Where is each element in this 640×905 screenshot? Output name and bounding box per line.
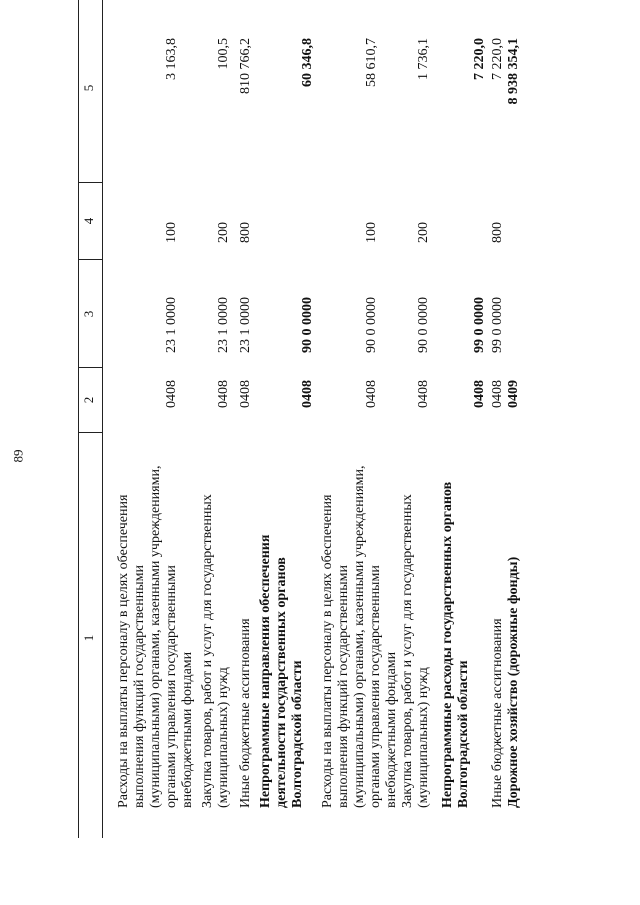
desc-line: Волгоградской области	[456, 660, 471, 808]
desc-line: (муниципальных) нужд	[416, 667, 431, 808]
row-description	[116, 413, 196, 808]
section-code: 0408	[472, 380, 487, 408]
section-code: 0408	[490, 380, 505, 408]
target-article: 23 1 0000	[238, 297, 253, 353]
expense-type: 800	[238, 222, 253, 243]
desc-line: Расходы на выплаты персоналу в целях обеспечения	[116, 494, 131, 808]
column-divider	[78, 259, 102, 260]
desc-line: внебюджетными фондами	[180, 651, 195, 808]
section-code: 0408	[300, 380, 315, 408]
row-description	[400, 413, 432, 808]
amount: 3 163,8	[164, 38, 179, 80]
target-article: 90 0 0000	[300, 297, 315, 353]
target-article: 99 0 0000	[490, 297, 505, 353]
row-description	[200, 413, 232, 808]
table-header-bottom-border	[102, 0, 103, 838]
row-description	[506, 413, 522, 808]
target-article: 99 0 0000	[472, 297, 487, 353]
column-divider	[78, 367, 102, 368]
amount: 58 610,7	[364, 38, 379, 87]
row-description	[320, 413, 400, 808]
column-divider	[78, 182, 102, 183]
amount: 8 938 354,1	[506, 38, 521, 105]
expense-type: 800	[490, 222, 505, 243]
desc-line: деятельности государственных органов	[274, 557, 289, 808]
desc-line: выполнения функций государственными	[336, 565, 351, 808]
desc-line: Волгоградской области	[290, 660, 305, 808]
amount: 7 220,0	[490, 38, 505, 80]
amount: 1 736,1	[416, 38, 431, 80]
desc-line: (муниципальными) органами, казенными учреждениями,	[148, 465, 163, 808]
section-code: 0408	[364, 380, 379, 408]
target-article: 90 0 0000	[364, 297, 379, 353]
target-article: 90 0 0000	[416, 297, 431, 353]
section-code: 0408	[416, 380, 431, 408]
amount: 100,5	[216, 38, 231, 70]
target-article: 23 1 0000	[164, 297, 179, 353]
row-description	[258, 413, 306, 808]
desc-line: (муниципальных) нужд	[216, 667, 231, 808]
expense-type: 200	[216, 222, 231, 243]
expense-type: 100	[164, 222, 179, 243]
amount: 7 220,0	[472, 38, 487, 80]
desc-line: Непрограммные расходы государственных органов	[440, 481, 455, 808]
expense-type: 200	[416, 222, 431, 243]
column-header-2: 2	[81, 396, 96, 404]
column-header-3: 3	[81, 310, 96, 318]
section-code: 0409	[506, 380, 521, 408]
desc-line: (муниципальными) органами, казенными учреждениями,	[352, 465, 367, 808]
amount: 60 346,8	[300, 38, 315, 87]
desc-line: органами управления государственными	[368, 565, 383, 808]
desc-line: Непрограммные направления обеспечения	[258, 534, 273, 808]
row-description	[490, 413, 506, 808]
desc-line: органами управления государственными	[164, 565, 179, 808]
amount: 810 766,2	[238, 38, 253, 94]
budget-table	[78, 0, 640, 838]
row-description	[440, 413, 472, 808]
expense-type: 100	[364, 222, 379, 243]
table-header-top-border	[78, 0, 79, 838]
page-number: 89	[10, 449, 26, 463]
desc-line: Закупка товаров, работ и услуг для государственных	[200, 494, 215, 808]
desc-line: Закупка товаров, работ и услуг для государственных	[400, 494, 415, 808]
column-divider	[78, 432, 102, 433]
column-header-1: 1	[81, 634, 96, 642]
section-code: 0408	[164, 380, 179, 408]
row-description	[238, 413, 254, 808]
desc-line: Иные бюджетные ассигнования	[238, 618, 253, 808]
desc-line: Расходы на выплаты персоналу в целях обеспечения	[320, 494, 335, 808]
desc-line: выполнения функций государственными	[132, 565, 147, 808]
column-header-4: 4	[81, 217, 96, 225]
desc-line: внебюджетными фондами	[384, 651, 399, 808]
section-code: 0408	[238, 380, 253, 408]
desc-line: Дорожное хозяйство (дорожные фонды)	[506, 556, 521, 808]
target-article: 23 1 0000	[216, 297, 231, 353]
section-code: 0408	[216, 380, 231, 408]
desc-line: Иные бюджетные ассигнования	[490, 618, 505, 808]
column-header-5: 5	[81, 84, 96, 92]
